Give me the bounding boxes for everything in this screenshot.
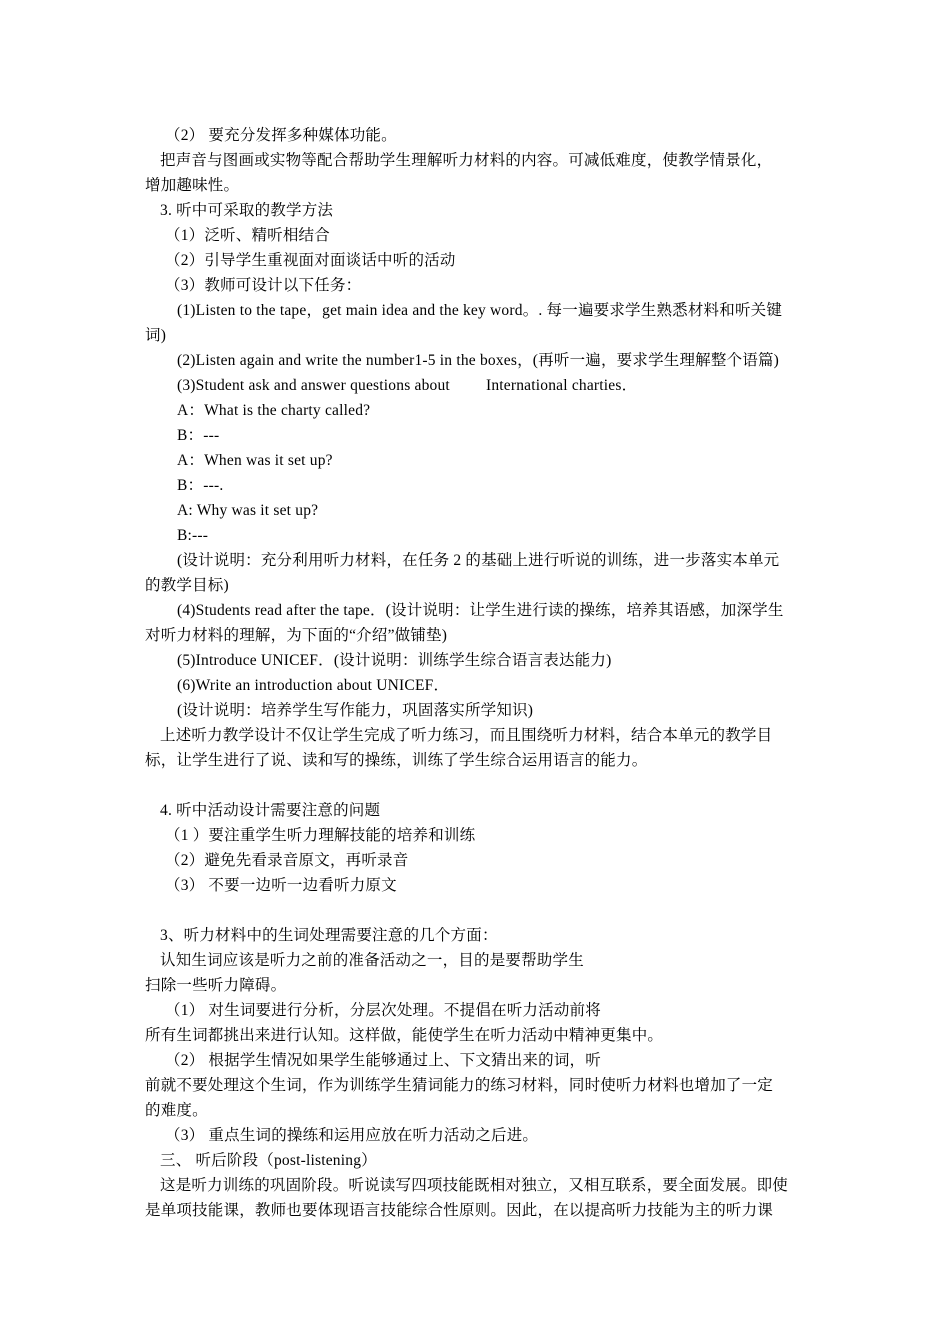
text-line: (1)Listen to the tape，get main idea and the key word。. 每一遍要求学生熟悉材料和听关键 [177, 302, 783, 319]
text-line: (设计说明：充分利用听力材料，在任务 2 的基础上进行听说的训练，进一步落实本单元 [177, 552, 780, 569]
text-line: （3） 不要一边听一边看听力原文 [165, 877, 397, 894]
text-line: (5)Introduce UNICEF．(设计说明：训练学生综合语言表达能力) [177, 652, 612, 669]
section-heading: 3. 听中可采取的教学方法 [160, 202, 334, 219]
dialogue-line: A：What is the charty called? [177, 402, 371, 419]
dialogue-line: B:--- [177, 527, 209, 544]
text-line: (6)Write an introduction about UNICEF． [177, 677, 450, 694]
text-line: 的教学目标) [145, 577, 229, 594]
text-line: 扫除一些听力障碍。 [145, 977, 287, 994]
text-line: 对听力材料的理解，为下面的“介绍”做铺垫) [145, 627, 448, 644]
text-line: （3）教师可设计以下任务： [165, 277, 362, 294]
text-line: 前就不要处理这个生词，作为训练学生猜词能力的练习材料，同时使听力材料也增加了一定 [145, 1077, 774, 1094]
text-line: 是单项技能课，教师也要体现语言技能综合性原则。因此，在以提高听力技能为主的听力课 [145, 1202, 774, 1219]
text-line: (2)Listen again and write the number1-5 in the boxes，(再听一遍，要求学生理解整个语篇) [177, 352, 780, 369]
text-line: 标，让学生进行了说、读和写的操练，训练了学生综合运用语言的能力。 [145, 752, 648, 769]
text-line: 认知生词应该是听力之前的准备活动之一，目的是要帮助学生 [160, 952, 584, 969]
section-heading: 4. 听中活动设计需要注意的问题 [160, 802, 381, 819]
dialogue-line: A: Why was it set up? [177, 502, 319, 519]
text-line: （1） 对生词要进行分析，分层次处理。不提倡在听力活动前将 [165, 1002, 601, 1019]
section-heading: 三、 听后阶段（post-listening） [160, 1152, 377, 1169]
text-line: （3） 重点生词的操练和运用应放在听力活动之后进。 [165, 1127, 539, 1144]
text-line: 把声音与图画或实物等配合帮助学生理解听力材料的内容。可减低难度，使教学情景化， [160, 152, 773, 169]
text-line: 上述听力教学设计不仅让学生完成了听力练习，而且围绕听力材料，结合本单元的教学目 [160, 727, 773, 744]
text-line: （2） 根据学生情况如果学生能够通过上、下文猜出来的词，听 [165, 1052, 601, 1069]
text-line: 所有生词都挑出来进行认知。这样做，能使学生在听力活动中精神更集中。 [145, 1027, 664, 1044]
task-topic-text: International charties． [485, 377, 638, 394]
text-line: （2）引导学生重视面对面谈话中听的活动 [165, 252, 456, 269]
text-line: 词) [145, 327, 167, 344]
task-question-text: (3)Student ask and answer questions about [177, 377, 450, 394]
dialogue-line: B：--- [177, 427, 220, 444]
text-line: (4)Students read after the tape．(设计说明：让学生进行读的操练，培养其语感，加深学生 [177, 602, 784, 619]
text-line [177, 376, 637, 396]
text-line: （2） 要充分发挥多种媒体功能。 [165, 127, 397, 144]
text-line: 这是听力训练的巩固阶段。听说读写四项技能既相对独立，又相互联系，要全面发展。即使 [160, 1177, 789, 1194]
text-line: 增加趣味性。 [145, 177, 240, 194]
dialogue-line: A：When was it set up? [177, 452, 333, 469]
text-line: （1 ）要注重学生听力理解技能的培养和训练 [165, 827, 476, 844]
text-line: （1）泛听、精听相结合 [165, 227, 330, 244]
text-line: (设计说明：培养学生写作能力，巩固落实所学知识) [177, 702, 534, 719]
text-line: （2）避免先看录音原文，再听录音 [165, 852, 409, 869]
dialogue-line: B：---. [177, 477, 224, 494]
text-line: 的难度。 [145, 1102, 208, 1119]
section-heading: 3、听力材料中的生词处理需要注意的几个方面： [160, 927, 498, 944]
